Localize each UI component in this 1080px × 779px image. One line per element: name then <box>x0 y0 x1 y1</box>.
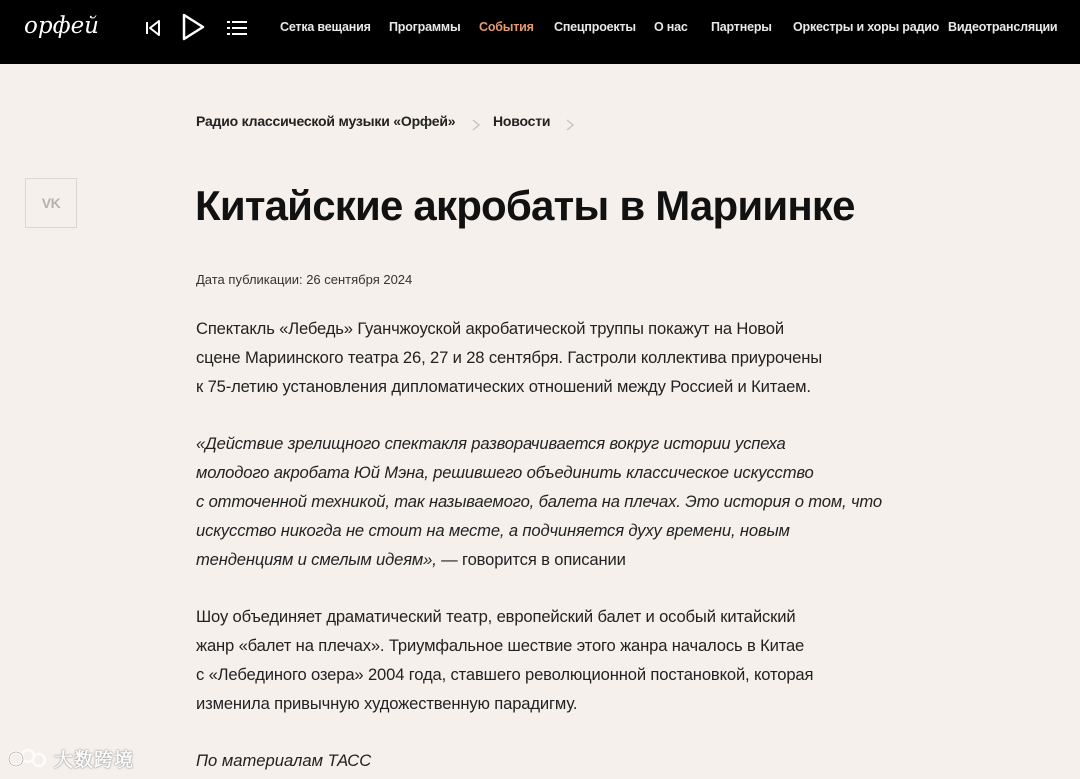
paragraph-line: Спектакль «Лебедь» Гуанчжоуской акробатической труппы покажут на Новой <box>196 319 784 338</box>
watermark-text: 大数跨境 <box>54 748 135 771</box>
main-menu <box>0 0 1080 56</box>
chevron-right-icon <box>470 115 482 127</box>
quote-line-final <box>196 545 866 574</box>
nav-item-orchestras[interactable]: Оркестры и хоры радио <box>793 20 940 34</box>
article-title: Китайские акробаты в Мариинке <box>195 182 855 229</box>
paragraph-line: изменила привычную художественную парадигму. <box>196 694 578 713</box>
breadcrumb-home[interactable]: Радио классической музыки «Орфей» <box>196 113 456 129</box>
publication-date: Дата публикации: 26 сентября 2024 <box>196 272 413 287</box>
quote-ending: тенденциям и смелым идеям», <box>196 550 437 569</box>
nav-item-events[interactable]: События <box>479 20 534 34</box>
watermark <box>6 742 134 774</box>
nav-item-schedule[interactable]: Сетка вещания <box>280 20 371 34</box>
paragraph-line: с «Лебединого озера» 2004 года, ставшего революционной постановкой, которая <box>196 665 814 684</box>
nav-item-programs[interactable]: Программы <box>389 20 461 34</box>
chevron-right-icon <box>564 115 576 127</box>
vk-icon: VK <box>41 195 61 211</box>
article-quote-paragraph <box>196 429 882 574</box>
article-source: По материалам ТАСС <box>196 751 372 770</box>
paragraph-line: сцене Мариинского театра 26, 27 и 28 сентября. Гастроли коллектива приурочены <box>196 348 823 367</box>
quote-line: искусство никогда не стоит на месте, а подчиняется духу времени, новым <box>196 521 790 540</box>
share-vk-button[interactable] <box>25 178 77 228</box>
article-paragraph-3 <box>196 602 866 718</box>
quote-line: с отточенной техникой, так называемого, балета на плечах. Это история о том, что <box>196 492 882 511</box>
quote-attribution: — говорится в описании <box>436 550 626 569</box>
breadcrumb-news[interactable]: Новости <box>493 113 551 129</box>
paragraph-line: Шоу объединяет драматический театр, европейский балет и особый китайский <box>196 607 796 626</box>
watermark-logo-icon <box>6 743 48 773</box>
nav-item-video[interactable]: Видеотрансляции <box>948 20 1058 34</box>
paragraph-line: к 75-летию установления дипломатических отношений между Россией и Китаем. <box>196 377 811 396</box>
article-paragraph-1 <box>196 314 866 401</box>
quote-line: молодого акробата Юй Мэна, решившего объединить классическое искусство <box>196 463 814 482</box>
nav-item-partners[interactable]: Партнеры <box>711 20 772 34</box>
nav-item-about[interactable]: О нас <box>654 20 688 34</box>
logo-wordmark: орфей <box>24 13 99 39</box>
paragraph-line: жанр «балет на плечах». Триумфальное шествие этого жанра началось в Китае <box>196 636 805 655</box>
nav-item-special-projects[interactable]: Спецпроекты <box>554 20 636 34</box>
quote-line: «Действие зрелищного спектакля разворачивается вокруг истории успеха <box>196 434 786 453</box>
top-navigation-bar <box>0 0 1080 64</box>
